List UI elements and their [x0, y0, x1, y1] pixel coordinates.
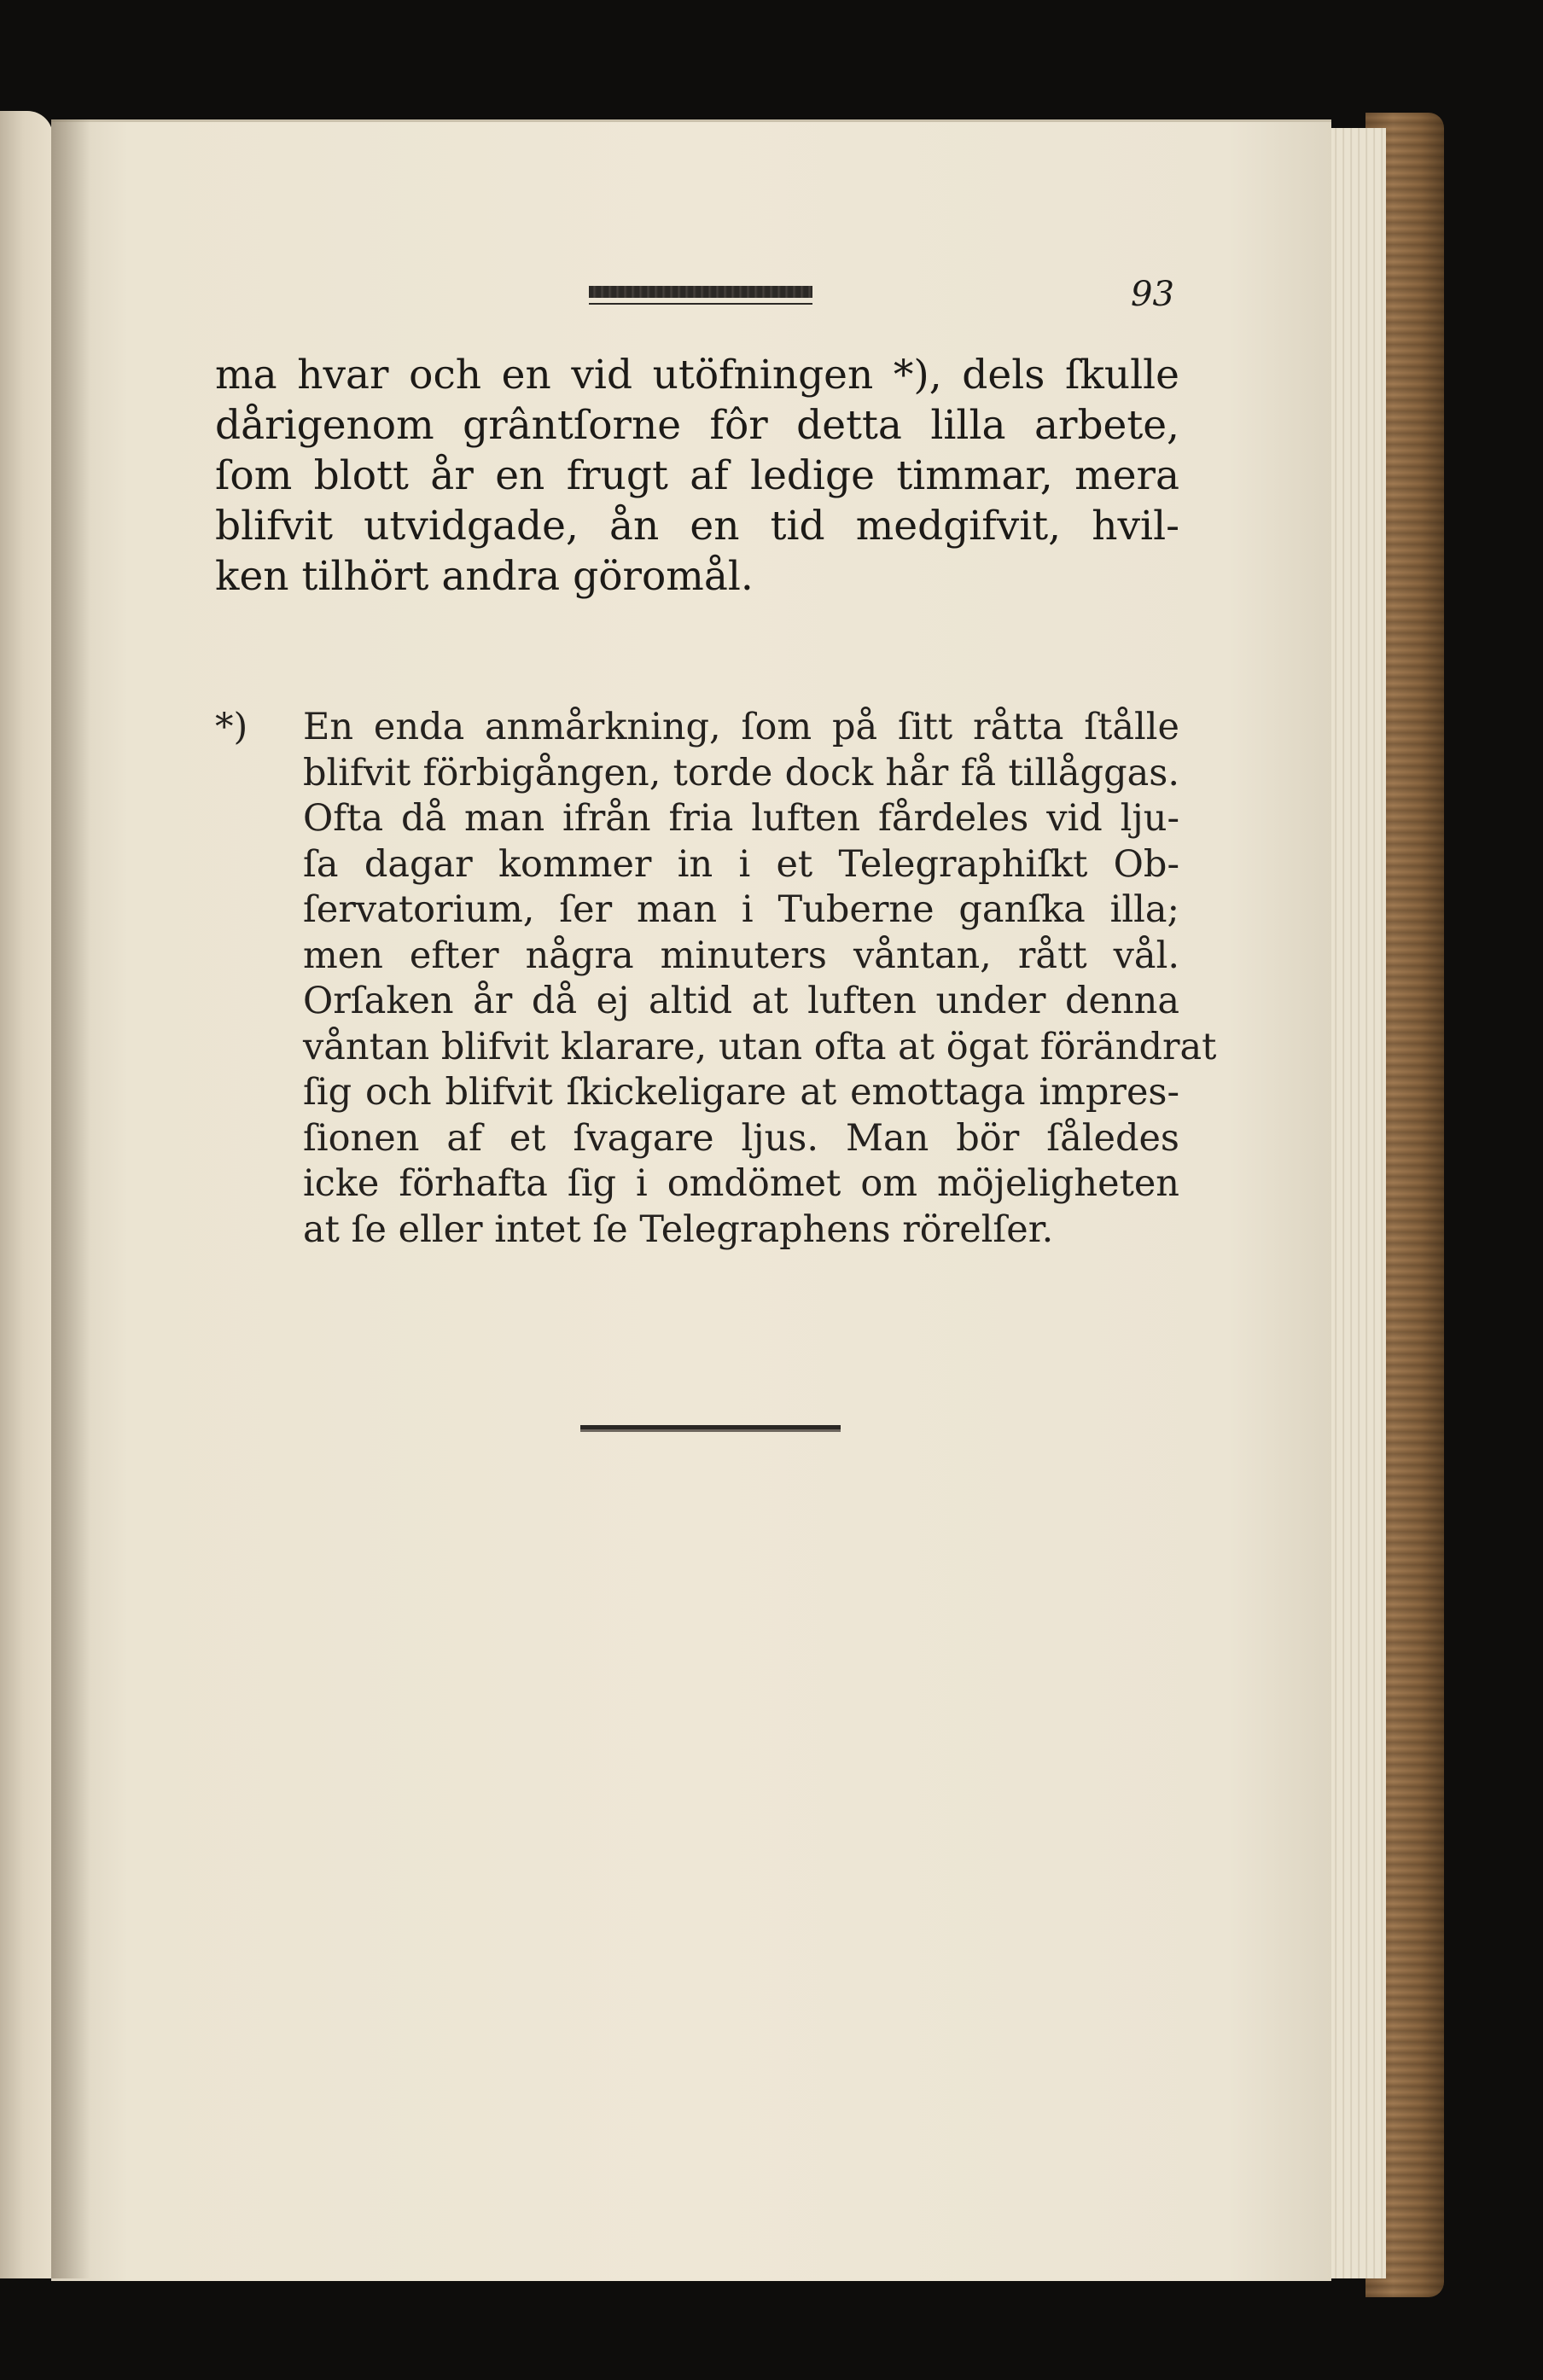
text-line: ken tilhört andra göromål.	[215, 553, 754, 600]
facing-page-edge	[0, 111, 53, 2278]
footnote-line: Orſaken år då ej altid at luften under denna	[303, 980, 1179, 1022]
footnote-line: våntan blifvit klarare, utan ofta at ögat förändrat	[303, 1025, 1217, 1068]
footnote-line: icke förhafta ſig i omdömet om möjeligheten	[303, 1162, 1179, 1205]
footnote-line: ſig och blifvit ſkickeligare at emottaga impres-	[303, 1071, 1179, 1114]
footnote-body	[303, 705, 1217, 1253]
header-ornament-rule	[589, 286, 812, 298]
footnote-line: ſa dagar kommer in i et Telegraphiſkt Ob-	[303, 842, 1179, 886]
footnote-line: En enda anmårkning, ſom på ſitt råtta ſtålle	[303, 706, 1179, 748]
closing-rule	[580, 1425, 841, 1429]
footnote-line: Ofta då man ifrån fria luften fårdeles vid lju-	[303, 797, 1179, 840]
main-paragraph	[215, 350, 1179, 602]
text-line: dårigenom grântſorne fôr detta lilla arbete,	[215, 402, 1179, 449]
footnote-line: ſervatorium, ſer man i Tuberne ganſka illa;	[303, 888, 1179, 931]
binding-shadow	[51, 119, 90, 2278]
text-line: ma hvar och en vid utöfningen *), dels ſkulle	[215, 352, 1179, 399]
footnote-line: at ſe eller intet ſe Telegraphens rörelſer.	[303, 1207, 1054, 1251]
text-line: blifvit utvidgade, ån en tid medgifvit, hvil-	[215, 503, 1179, 550]
footnote	[215, 705, 1217, 1253]
text-line: ſom blott år en frugt af ledige timmar, mera	[215, 452, 1179, 499]
footnote-marker: *)	[215, 706, 248, 748]
footnote-line: men efter några minuters våntan, rått vål.	[303, 934, 1179, 977]
footnote-line: blifvit förbigången, torde dock hår få tillåggas.	[303, 751, 1179, 794]
footnote-line: ſionen af et ſvagare ljus. Man bör ſåledes	[303, 1116, 1179, 1160]
page-number: 93	[1131, 275, 1174, 314]
